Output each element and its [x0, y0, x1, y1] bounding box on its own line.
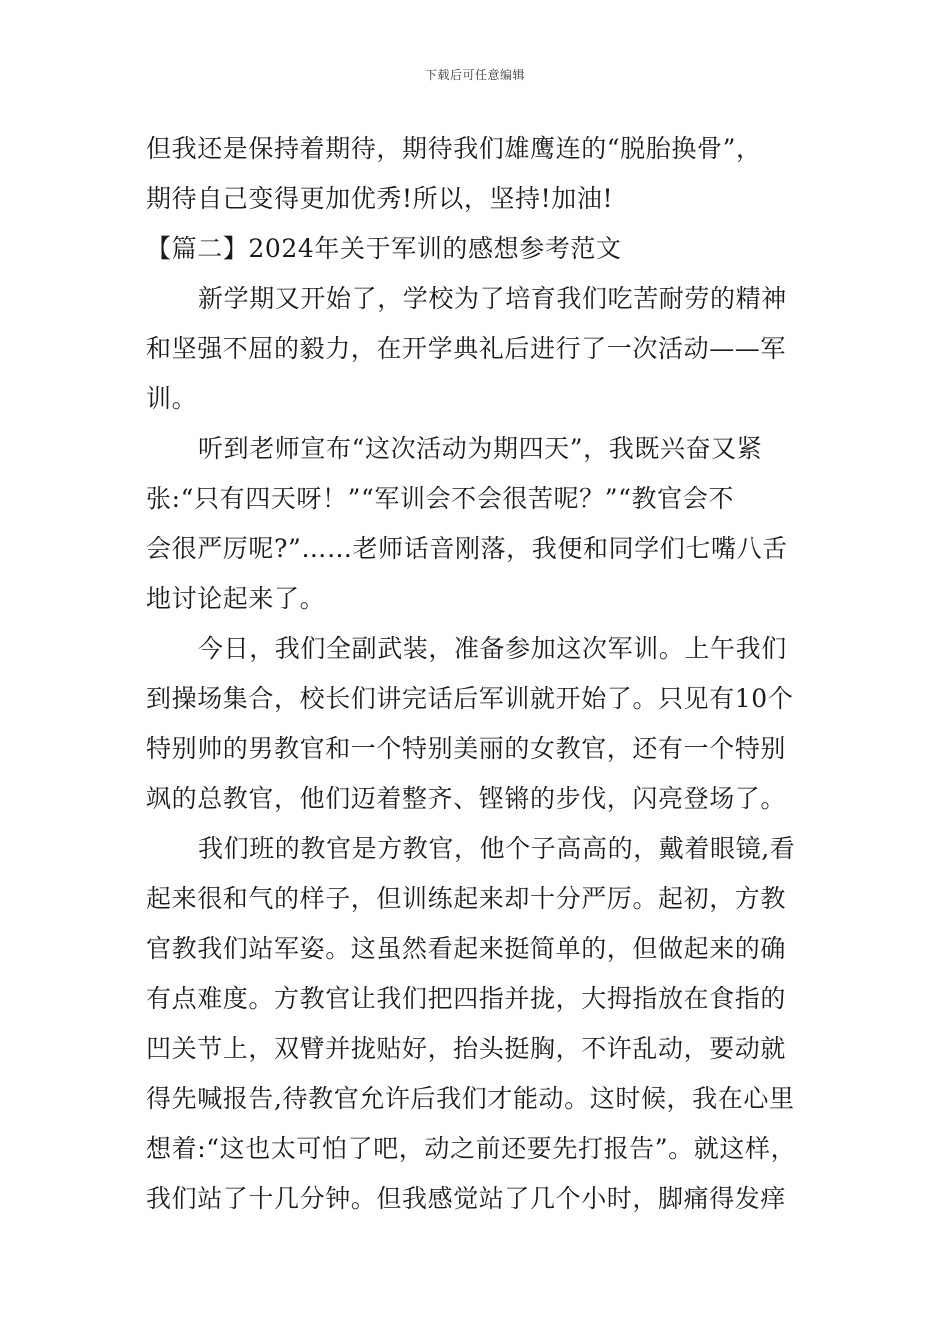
document-body	[146, 124, 826, 1224]
paragraph-start: 我们班的教官是方教官，他个子高高的，戴着眼镜,看	[198, 834, 796, 863]
text-line: 但我还是保持着期待，期待我们雄鹰连的“脱胎换骨”，	[146, 134, 762, 163]
text-line: 得先喊报告,待教官允许后我们才能动。这时候，我在心里	[146, 1084, 795, 1113]
text-line: 训。	[146, 384, 198, 413]
text-line: 有点难度。方教官让我们把四指并拢，大拇指放在食指的	[146, 984, 787, 1013]
text-line: 张:“只有四天呀！”“军训会不会很苦呢？”“教官会不	[146, 484, 734, 513]
text-line: 凹关节上，双臂并拢贴好，抬头挺胸，不许乱动，要动就	[146, 1034, 787, 1063]
paragraph-start: 新学期又开始了，学校为了培育我们吃苦耐劳的精神	[198, 284, 787, 313]
text-line: 会很严厉呢?”……老师话音刚落，我便和同学们七嘴八舌	[146, 534, 788, 563]
section-heading: 【篇二】2024年关于军训的感想参考范文	[146, 234, 622, 263]
paragraph-start: 听到老师宣布“这次活动为期四天”，我既兴奋又紧	[198, 434, 763, 463]
text-line: 起来很和气的样子，但训练起来却十分严厉。起初，方教	[146, 884, 787, 913]
paragraph-start: 今日，我们全副武装，准备参加这次军训。上午我们	[198, 634, 787, 663]
text-line: 我们站了十几分钟。但我感觉站了几个小时，脚痛得发痒	[146, 1184, 787, 1213]
text-line: 想着:“这也太可怕了吧，动之前还要先打报告”。就这样，	[146, 1134, 797, 1163]
page-header: 下载后可任意编辑	[424, 68, 525, 82]
text-line: 特别帅的男教官和一个特别美丽的女教官，还有一个特别	[146, 734, 787, 763]
text-line: 飒的总教官，他们迈着整齐、铿锵的步伐，闪亮登场了。	[146, 784, 787, 813]
text-line: 地讨论起来了。	[146, 584, 326, 613]
text-line: 官教我们站军姿。这虽然看起来挺简单的，但做起来的确	[146, 934, 787, 963]
text-line: 和坚强不屈的毅力，在开学典礼后进行了一次活动——军	[146, 334, 787, 363]
text-line: 期待自己变得更加优秀!所以，坚持!加油!	[146, 184, 614, 213]
text-line: 到操场集合，校长们讲完话后军训就开始了。只见有10个	[146, 684, 794, 713]
